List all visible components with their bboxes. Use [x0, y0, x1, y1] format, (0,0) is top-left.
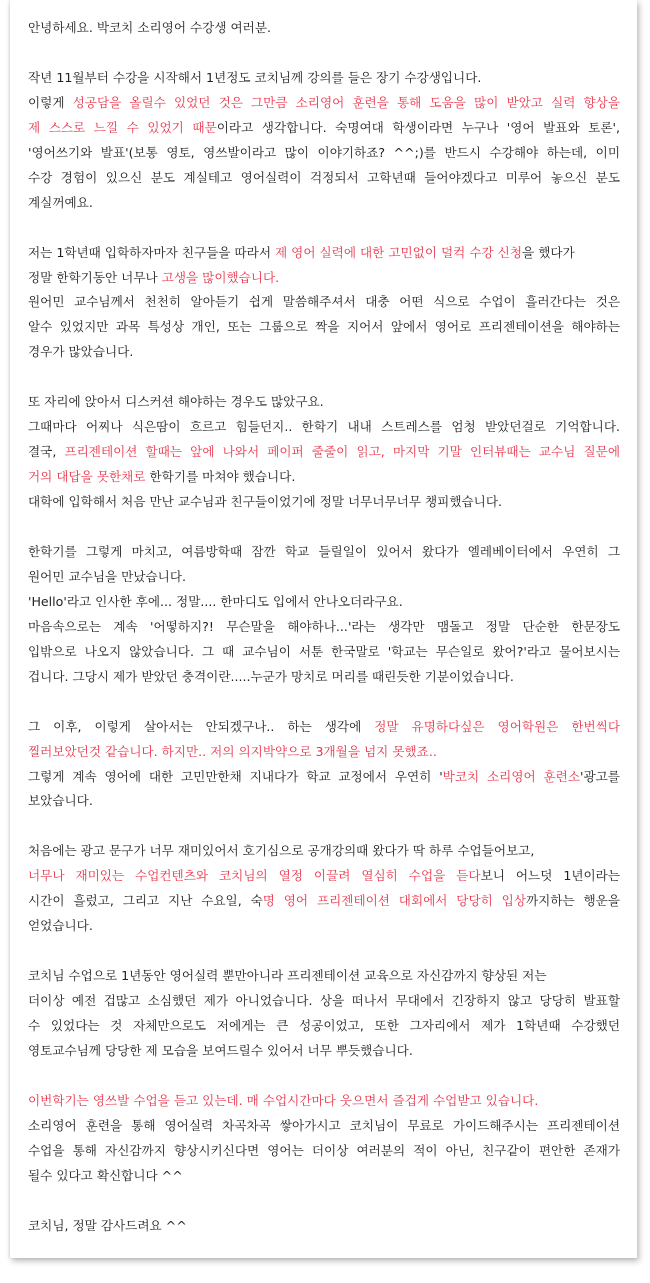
greeting: 안녕하세요. 박코치 소리영어 수강생 여러분.	[28, 20, 271, 35]
paragraph-academy-line	[28, 765, 620, 790]
paragraph-struggle-line	[28, 440, 620, 465]
text-span: 이렇게	[28, 94, 73, 110]
paragraph-academy-line: 찔러보았던것 같습니다. 하지만.. 저의 의지박약으로 3개월을 넘지 못했죠..	[28, 743, 437, 759]
paragraph-discovery-line: 얻었습니다.	[28, 918, 93, 934]
text-span: 결국,	[28, 444, 65, 460]
paragraph-freshman-line: 원어민 교수님께서 천천히 알아듣기 쉽게 말씀해주셔서 대충 어떤 식으로 수업이 흘러간다는 것은	[28, 294, 620, 310]
text-span: 그 이후, 이렇게 살아서는 안되겠구나.. 하는 생각에	[28, 718, 375, 734]
paragraph-intro-line: 수강 경험이 있으신 분도 계실테고 영어실력이 걱정되서 고학년때 들어야겠다고 미루어 놓으신 분도	[28, 169, 620, 185]
testimonial-card	[10, 0, 637, 1258]
text-span: 을 했다가	[522, 244, 575, 260]
text-span: 한학기를 마쳐야 했습니다.	[145, 469, 296, 485]
text-span: 저는 1학년때 입학하자마자 친구들을 따라서	[28, 244, 276, 260]
paragraph-success-line: 영토교수님께 당당한 제 모습을 보여드릴수 있어서 너무 뿌듯했습니다.	[28, 1042, 413, 1058]
paragraph-freshman-line	[28, 241, 620, 266]
paragraph-success-line: 코치님 수업으로 1년동안 영어실력 뿐만아니라 프리젠테이션 교육으로 자신감까지 향상된 저는	[28, 968, 547, 984]
text-span: 정말 한학기동안 너무나	[28, 269, 162, 285]
highlight-text: 성공담을 올릴수 있었던 것은 그만큼 소리영어 훈련을 통해 도움을 많이 받았고 실력 향상을	[72, 94, 620, 110]
paragraph-freshman-line: 경우가 많았습니다.	[28, 344, 134, 360]
paragraph-elevator-line: 겁니다. 그당시 제가 받았던 충격이란.....누군가 망치로 머리를 때린듯한 기분이었습니다.	[28, 668, 514, 684]
paragraph-discovery-line: 처음에는 광고 문구가 너무 재미있어서 호기심으로 공개강의때 왔다가 딱 하루 수업들어보고,	[28, 843, 535, 859]
text-span: 보니 어느덧 1년이라는	[480, 868, 620, 884]
paragraph-struggle-line: 그때마다 어찌나 식은땀이 흐르고 힘들던지.. 한학기 내내 스트레스를 엄청 받았던걸로 기억합니다.	[28, 419, 620, 435]
paragraph-current-line: 소리영어 훈련을 통해 영어실력 차곡차곡 쌓아가시고 코치님이 무료로 가이드해주시는 프리젠테이션	[28, 1117, 620, 1133]
paragraph-intro-line	[28, 116, 620, 141]
highlight-text: 프리젠테이션 할때는 앞에 나와서 페이퍼 줄줄이 읽고, 마지막 기말 인터뷰때는 교수님 질문에	[64, 444, 620, 460]
highlight-text: 거의 대답을 못한채로	[28, 469, 146, 485]
paragraph-success-line: 수 있었다는 것 자체만으로도 저에게는 큰 성공이었고, 또한 그자리에서 제가 1학년때 수강했던	[28, 1018, 620, 1034]
paragraph-elevator-line: 마음속으로는 계속 '어떻하지?! 무슨말을 해야하나...'라는 생각만 맴돌고 정말 단순한 한문장도	[28, 618, 620, 634]
paragraph-intro-line	[28, 91, 620, 116]
text-span: 까지하는 행운을	[525, 893, 620, 909]
testimonial-body	[28, 16, 620, 1239]
text-span: 이라고 생각합니다. 숙명여대 학생이라면 누구나 '영어 발표와 토론',	[216, 119, 620, 135]
paragraph-success-line: 더이상 예전 겁많고 소심했던 제가 아니었습니다. 상을 떠나서 무대에서 긴장하지 않고 당당히 발표할	[28, 993, 620, 1009]
paragraph-elevator-line: 한학기를 그렇게 마치고, 여름방학때 잠깐 학교 들릴일이 있어서 왔다가 엘레베이터에서 우연히 그	[28, 543, 620, 559]
highlight-text: 박코치 소리영어 훈련소	[442, 768, 581, 784]
paragraph-current-line: 될수 있다고 확신합니다 ^^	[28, 1167, 183, 1183]
highlight-text: 제 영어 실력에 대한 고민없이 덜컥 수강 신청	[275, 244, 523, 260]
text-span: 그렇게 계속 영어에 대한 고민만한채 지내다가 학교 교정에서 우연히 '	[28, 768, 443, 784]
paragraph-intro-line: 계실꺼예요.	[28, 194, 93, 210]
paragraph-intro-line: 작년 11월부터 수강을 시작해서 1년정도 코치님께 강의를 들은 장기 수강생입니다.	[28, 69, 482, 85]
paragraph-current-line: 이번학기는 영쓰발 수업을 듣고 있는데. 매 수업시간마다 웃으면서 즐겁게 수업받고 있습니다.	[28, 1092, 539, 1108]
closing-thanks: 코치님, 정말 감사드려요 ^^	[28, 1217, 187, 1233]
paragraph-current-line: 수업을 통해 자신감까지 향상시키신다면 영어는 더이상 여러분의 적이 아닌, 친구같이 편안한 존재가	[28, 1142, 620, 1158]
paragraph-elevator-line: 입밖으로 나오지 않았습니다. 그 때 교수님이 서툰 한국말로 '학교는 무슨일로 왔어?'라고 물어보시는	[28, 643, 620, 659]
paragraph-struggle-line: 대학에 입학해서 처음 만난 교수님과 친구들이었기에 정말 너무너무너무 챙피했습니다.	[28, 494, 502, 510]
text-span: '광고를	[580, 768, 620, 784]
paragraph-struggle-line: 또 자리에 앉아서 디스커션 해야하는 경우도 많았구요.	[28, 394, 324, 410]
paragraph-struggle-line	[28, 465, 620, 490]
highlight-text: 제 스스로 느낄 수 있었기 때문	[28, 119, 217, 135]
paragraph-discovery-line	[28, 864, 620, 889]
paragraph-academy-line: 보았습니다.	[28, 793, 93, 809]
paragraph-intro-line: '영어쓰기와 발표'(보통 영토, 영쓰발이라고 많이 이야기하죠? ^^;)를 반드시 수강해야 하는데, 이미	[28, 144, 620, 160]
paragraph-freshman-line	[28, 266, 620, 291]
highlight-text: 너무나 재미있는 수업컨텐츠와 코치님의 열정 이끌려 열심히 수업을 듣다	[28, 868, 481, 884]
paragraph-discovery-line	[28, 889, 620, 914]
paragraph-freshman-line: 알수 있었지만 과목 특성상 개인, 또는 그룹으로 짝을 지어서 앞에서 영어로 프리젠테이션을 해야하는	[28, 319, 620, 335]
highlight-text: 정말 유명하다싶은 영어학원은 한번씩다	[374, 718, 621, 734]
highlight-text: 명 영어 프리젠테이션 대회에서 당당히 입상	[262, 893, 526, 909]
paragraph-academy-line	[28, 715, 620, 740]
paragraph-elevator-line: 'Hello'라고 인사한 후에... 정말.... 한마디도 입에서 안나오더라구요.	[28, 593, 403, 609]
text-span: 시간이 흘렀고, 그리고 지난 수요일, 숙	[28, 893, 263, 909]
highlight-text: 고생을 많이했습니다.	[161, 269, 280, 285]
paragraph-elevator-line: 원어민 교수님을 만났습니다.	[28, 568, 186, 584]
